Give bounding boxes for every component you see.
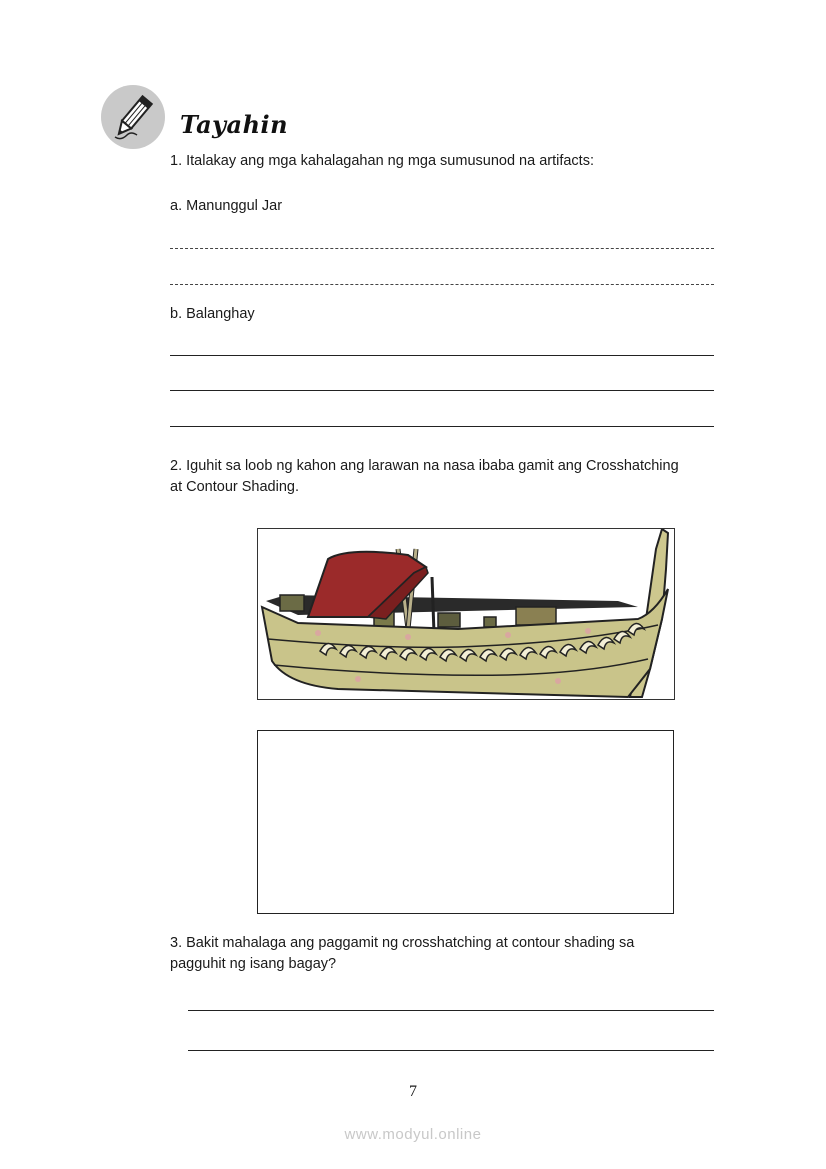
question-1-prompt: 1. Italakay ang mga kahalagahan ng mga sumusunod na artifacts:: [170, 153, 594, 169]
page-number: 7: [409, 1083, 417, 1100]
pencil-icon-badge: [101, 85, 165, 149]
answer-line-1b-3[interactable]: [170, 426, 714, 427]
answer-line-1b-1[interactable]: [170, 355, 714, 356]
boat-illustration: [258, 529, 674, 699]
question-2-prompt-line-2: at Contour Shading.: [170, 479, 299, 495]
boat-illustration-frame: [257, 528, 675, 700]
question-1b-label: b. Balanghay: [170, 306, 255, 322]
question-3-prompt-line-1: 3. Bakit mahalaga ang paggamit ng crosshatching at contour shading sa: [170, 935, 635, 951]
question-3-prompt-line-2: pagguhit ng isang bagay?: [170, 956, 337, 972]
question-1a-label: a. Manunggul Jar: [170, 198, 283, 214]
answer-line-3-2[interactable]: [188, 1050, 714, 1051]
question-2-prompt-line-1: 2. Iguhit sa loob ng kahon ang larawan na nasa ibaba gamit ang Crosshatching: [170, 458, 679, 474]
answer-line-3-1[interactable]: [188, 1010, 714, 1011]
page-title: Tayahin: [180, 110, 289, 139]
answer-line-1a-1[interactable]: [170, 248, 714, 249]
pencil-icon: [101, 85, 165, 149]
answer-line-1a-2[interactable]: [170, 284, 714, 285]
answer-line-1b-2[interactable]: [170, 390, 714, 391]
watermark-text: www.modyul.online: [344, 1126, 482, 1143]
drawing-box[interactable]: [257, 730, 674, 914]
